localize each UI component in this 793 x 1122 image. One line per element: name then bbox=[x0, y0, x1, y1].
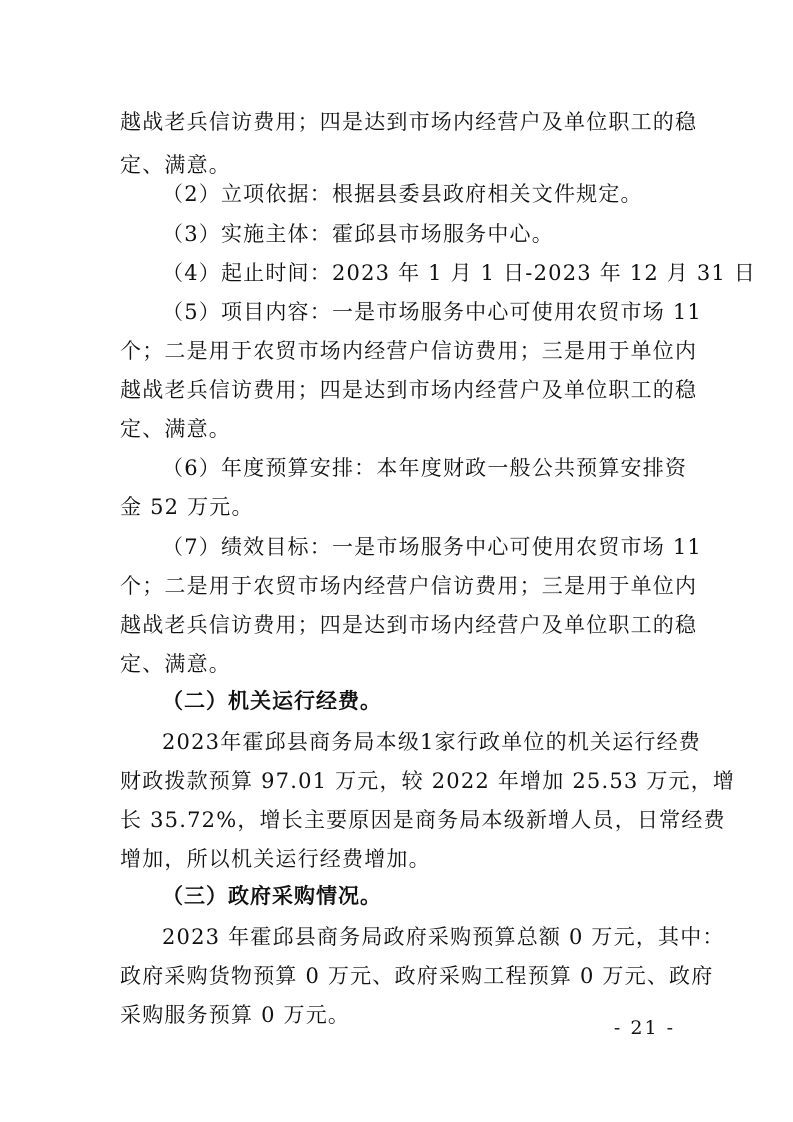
text-line: 采购服务预算 0 万元。 bbox=[120, 1003, 351, 1027]
text-line: 个；二是用于农贸市场内经营户信访费用；三是用于单位内 bbox=[120, 574, 698, 598]
text-line: （6）年度预算安排：本年度财政一般公共预算安排资 bbox=[162, 456, 688, 480]
section-heading: （二）机关运行经费。 bbox=[162, 689, 382, 713]
text-line: 个；二是用于农贸市场内经营户信访费用；三是用于单位内 bbox=[120, 339, 698, 363]
text-line: 长 35.72%，增长主要原因是商务局本级新增人员，日常经费 bbox=[120, 808, 726, 832]
text-line: 2023年霍邱县商务局本级1家行政单位的机关运行经费 bbox=[162, 730, 702, 754]
text-line: 越战老兵信访费用；四是达到市场内经营户及单位职工的稳 bbox=[120, 110, 698, 134]
text-line: 定、满意。 bbox=[120, 652, 231, 676]
text-line: （4）起止时间：2023 年 1 月 1 日-2023 年 12 月 31 日 bbox=[162, 261, 757, 285]
text-line: 越战老兵信访费用；四是达到市场内经营户及单位职工的稳 bbox=[120, 378, 698, 402]
text-line: 定、满意。 bbox=[120, 153, 231, 177]
text-line: （3）实施主体：霍邱县市场服务中心。 bbox=[162, 222, 554, 246]
text-line: 金 52 万元。 bbox=[120, 495, 254, 519]
text-line: 定、满意。 bbox=[120, 417, 231, 441]
text-line: （5）项目内容：一是市场服务中心可使用农贸市场 11 bbox=[162, 300, 702, 324]
text-line: 越战老兵信访费用；四是达到市场内经营户及单位职工的稳 bbox=[120, 613, 698, 637]
text-line: 政府采购货物预算 0 万元、政府采购工程预算 0 万元、政府 bbox=[120, 964, 714, 988]
text-line: 财政拨款预算 97.01 万元，较 2022 年增加 25.53 万元，增 bbox=[120, 769, 736, 793]
text-line: （2）立项依据：根据县委县政府相关文件规定。 bbox=[162, 182, 643, 206]
text-line: 2023 年霍邱县商务局政府采购预算总额 0 万元，其中： bbox=[162, 925, 725, 949]
text-line: 增加，所以机关运行经费增加。 bbox=[120, 847, 431, 871]
page-number: - 21 - bbox=[613, 1017, 675, 1039]
text-line: （7）绩效目标：一是市场服务中心可使用农贸市场 11 bbox=[162, 535, 702, 559]
section-heading: （三）政府采购情况。 bbox=[162, 884, 382, 908]
